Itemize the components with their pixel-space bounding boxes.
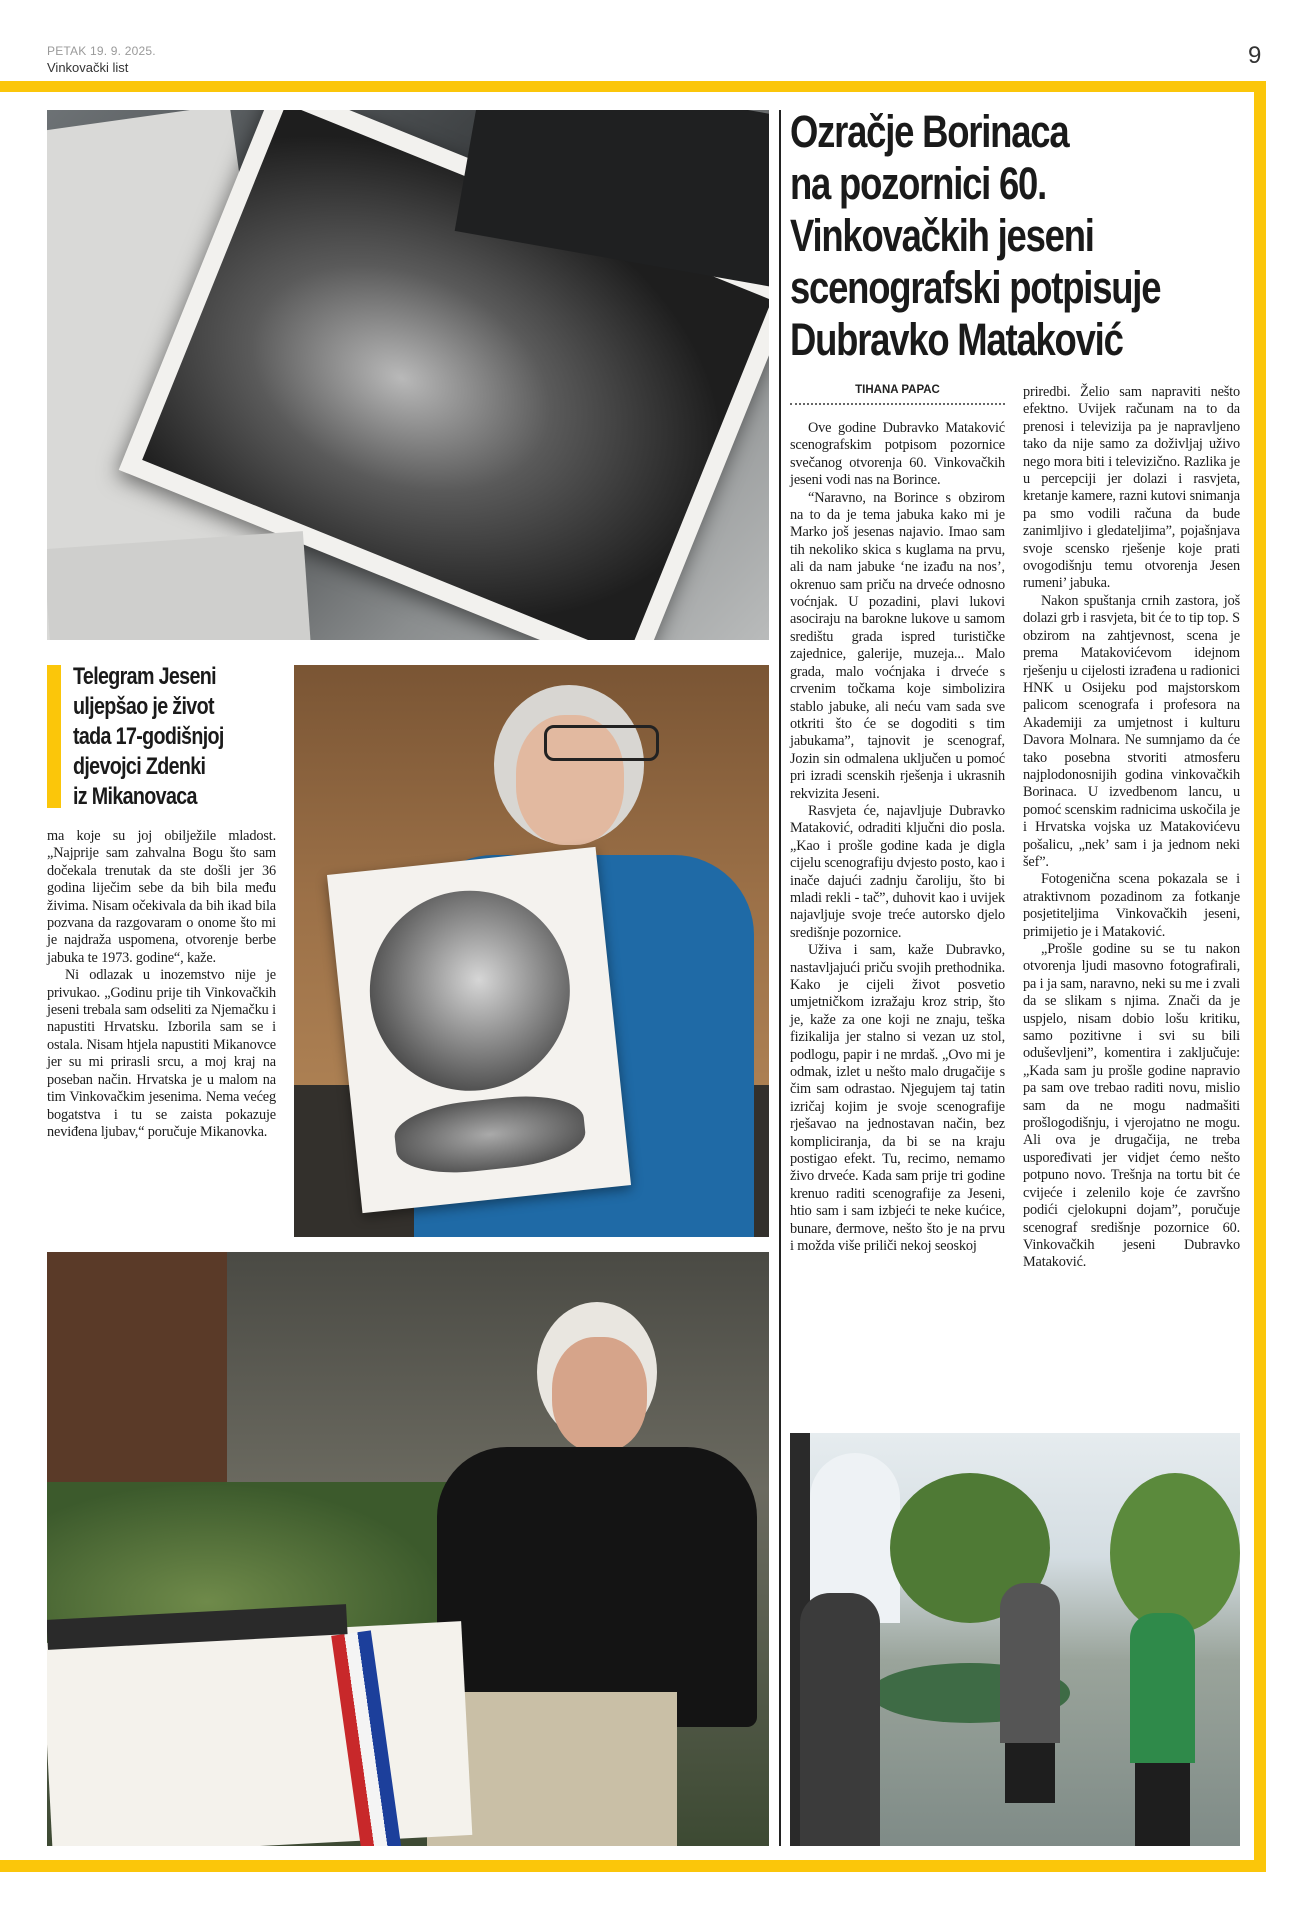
subheadline-line: iz Mikanovaca [73, 783, 197, 810]
paragraph: Fotogenična scena pokazala se i atraktivnom pozadinom za fotkanje posjetiteljima Vinkovačkih jeseni, primijetio je i Mataković. [1023, 871, 1240, 940]
sidebar-subheadline [73, 662, 286, 812]
headline-line: scenografski potpisuje [790, 262, 1161, 313]
paragraph: „Prošle godine su se tu nakon otvorenja ljudi masovno fotografirali, pa i ja sam, naravno, neki su me i zvali da se slikam s njima. Znači da je uspjelo, nisam dobio lošu kritiku, samo pozitivne i svi su bili oduševljeni”, komentira i zaključuje: „Kada sam ju prošle godine napravio pa sam ove trebao raditi novu, mislio sam da ne mogu nadmašiti prošlogodišnju, i vjerojatno ne mogu. Ali ova je drugačija, ne treba uspoređivati jer vidjet ćemo nešto potpuno novo. Trešnja na tortu bit će cvijeće i zelenilo koje će završno podići cjelokupni dojam”, poručuje scenograf središnje pozornice 60. Vinkovačkih jeseni Dubravko Mataković. [1023, 941, 1240, 1271]
article-column-right [1023, 384, 1240, 1272]
photo-old-photographs [47, 110, 769, 640]
subheadline-line: tada 17-godišnjoj [73, 723, 224, 750]
column-divider [779, 110, 781, 1846]
article-column-middle [790, 420, 1005, 1256]
publication-name: Vinkovački list [47, 60, 129, 75]
subheadline-line: Telegram Jeseni [73, 663, 216, 690]
headline-line: Dubravko Mataković [790, 314, 1123, 365]
top-accent-bar [0, 81, 1266, 92]
paragraph: priredbi. Želio sam napraviti nešto efektno. Uvijek računam na to da prenosi i televizija pa je napravljeno tako da nije samo za doživljaj uživo nego mora biti i televizično. Razlika je u percepciji jer dolazi i rasvjeta, kretanje kamere, razni kutovi snimanja pa smo vodili računa da bude zanimljivo i gledateljima”, pojašnjava svoje scensko rješenje koje prati ovogodišnju temu otvorenja Jesen rumeni’ jabuka. [1023, 384, 1241, 592]
headline-line: Ozračje Borinaca [790, 106, 1069, 157]
bottom-accent-bar [0, 1860, 1266, 1872]
paragraph: Ove godine Dubravko Mataković scenografskim potpisom pozornice svečanog otvorenja 60. Vinkovačkih jeseni vodi nas na Borince. [790, 420, 1005, 489]
page-number: 9 [1248, 42, 1262, 69]
paragraph: Nakon spuštanja crnih zastora, još dolazi grb i rasvjeta, bit će to tip top. S obzirom na zahtjevnost, scena je prema Matakovićevom idejnom rješenju u cijelosti izrađena u radionici HNK u Osijeku pod majstorskom palicom scenografa i profesora na Akademiji za umjetnost i kulturu Davora Molnara. Ne sumnjamo da će tako posebna stvoriti atmosferu najplodonosnijih godina vinkovačkih Borinaca. U izvedbenom lancu, u pomoć scenskim radnicima uskočila je i Hrvatska vojska uz Matakovićevu pošalicu, „nek’ sam i ja jednom neki šef”. [1023, 592, 1240, 870]
sidebar-body [47, 828, 276, 1141]
photo-elderly-man [47, 1252, 769, 1846]
right-accent-bar [1254, 81, 1266, 1872]
headline-line: Vinkovačkih jeseni [790, 210, 1094, 261]
paragraph: Rasvjeta će, najavljuje Dubravko Mataković, odraditi ključni dio posla. „Kao i prošle godine kada je digla cijelu scenografiju dvjesto posto, kao i inače dajući zadnju čaroliju, što bi mladi rekli - tač”, duhovit kao i uvijek najavljuje svoje treće autorsko djelo središnje pozornice. [790, 802, 1005, 941]
subheadline-line: uljepšao je život [73, 693, 214, 720]
photo-stage-three-men [790, 1433, 1240, 1846]
headline-line: na pozornici 60. [790, 158, 1047, 209]
subheadline-accent [47, 665, 61, 808]
paragraph: “Naravno, na Borince s obzirom na to da je tema jabuka kako mi je Marko još jesenas najavio. Imao sam tih nekoliko skica s kuglama na prvu, ali da nam jabuke ‘ne izađu na nos’, okrenuo sam priču na drveće odnosno voćnjak. U pozadini, plavi lukovi asociraju na barokne lukove u samom središtu grada ispred turističke zajednice, galerije, muzeja... Malo grada, malo voćnjaka i drveće s crvenim točkama koje simbolizira stablo jabuke, ali neću vam sada sve otkriti što će se dogoditi s tim jabukama”, tajnovit je scenograf, Jozin sin odmalena uključen u pomoć pri izradi scenskih rješenja i ukrasnih rekvizita Jeseni. [790, 489, 1005, 802]
paragraph: Ni odlazak u inozemstvo nije je privukao. „Godinu prije tih Vinkovačkih jeseni trebala sam odseliti za Njemačku i napustiti Hrvatsku. Izborila sam se i ostala. Nisam htjela napustiti Mikanovce jer su mi prirasli srcu, a moj kraj na poseban način. Hrvatska je u malom na tim Vinkovačkim jesenima. Nema većeg bogatstva i tu se zaista pokazuje neviđena ljubav,“ poručuje Mikanovka. [47, 967, 276, 1140]
byline: TIHANA PAPAC [855, 384, 940, 396]
issue-date: PETAK 19. 9. 2025. [47, 44, 156, 58]
subheadline-line: djevojci Zdenki [73, 753, 206, 780]
paragraph: ma koje su joj obilježile mladost. „Najprije sam zahvalna Bogu što sam dočekala trenutak da ste došli jer 36 godina liječim sebe da bih bila među živima. Nisam očekivala da bih ikad bila pozvana da razgovaram o onome što mi je najdraža uspomena, otvorenje berbe jabuka te 1973. godine“, kaže. [47, 828, 276, 966]
byline-divider [790, 403, 1005, 405]
medal-drawing [327, 847, 631, 1213]
article-headline [790, 106, 1244, 366]
paragraph: Uživa i sam, kaže Dubravko, nastavljajući priču svojih prethodnika. Kako je cijeli život posvetio umjetničkom izražaju kroz strip, što je, kaže za one koji ne znaju, teška fizikalija jer stalno si vezan uz stol, podlogu, papir i ne mrdaš. „Ovo mi je odmak, izlet u nešto malo drugačije s čim sam odrastao. Njegujem taj tatin izričaj kojim je svoje scenografije rješavao na jednostavan način, bez kompliciranja, da bi se na kraju postigao efekt. Tu, recimo, nemamo živo drveće. Kada sam prije tri godine krenuo raditi scenografije za Jeseni, htio sam i sam izbjeći te neke kućice, bunare, đermove, nešto što je na prvu i možda više priliči nekoj seoskoj [790, 942, 1005, 1255]
photo-woman-with-medal [294, 665, 769, 1237]
